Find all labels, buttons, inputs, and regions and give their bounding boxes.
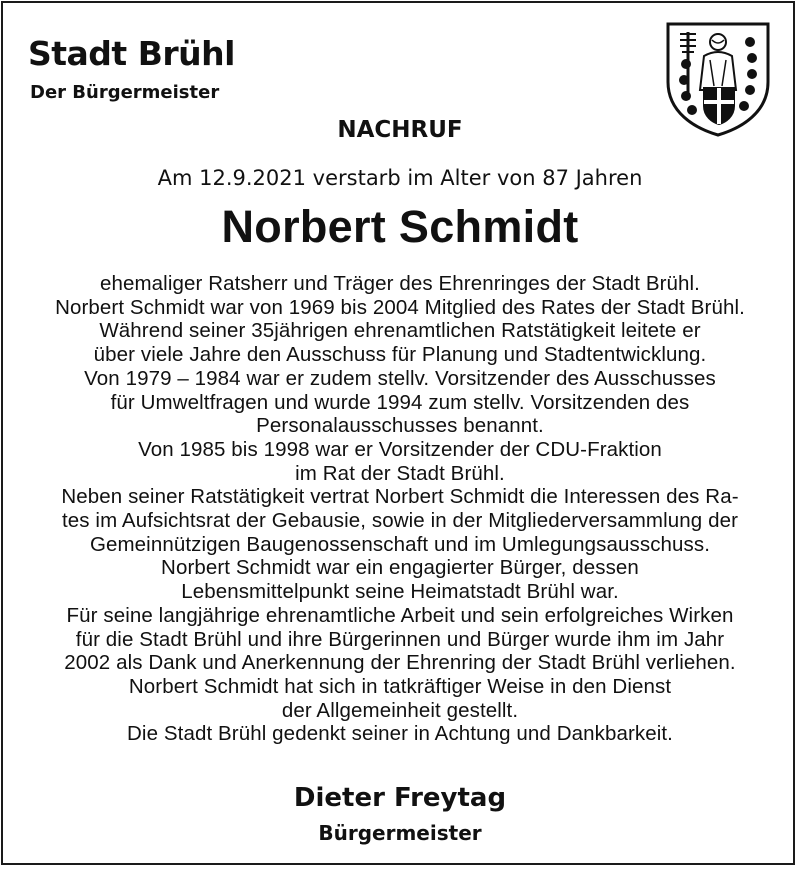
body-line: Personalausschusses benannt. (256, 414, 544, 438)
body-line: 2002 als Dank und Anerkennung der Ehrenring der Stadt Brühl verliehen. (64, 651, 736, 675)
body-line: für die Stadt Brühl und ihre Bürgerinnen und Bürger wurde ihm im Jahr (75, 627, 725, 651)
body-line: Norbert Schmidt war ein engagierter Bürger, dessen (161, 556, 639, 580)
body-line: Für seine langjährige ehrenamtliche Arbeit und sein erfolgreiches Wirken (66, 603, 734, 627)
obituary-body (0, 272, 800, 746)
deceased-name: Norbert Schmidt (221, 201, 579, 252)
body-line: Lebensmittelpunkt seine Heimatstadt Brühl war. (181, 580, 619, 604)
body-line: Die Stadt Brühl gedenkt seiner in Achtung und Dankbarkeit. (127, 722, 673, 746)
signatory-title: Bürgermeister (318, 821, 482, 845)
body-line: im Rat der Stadt Brühl. (295, 461, 505, 485)
city-name: Stadt Brühl (28, 34, 235, 73)
body-line: Von 1979 – 1984 war er zudem stellv. Vorsitzender des Ausschusses (84, 366, 716, 390)
death-announcement: Am 12.9.2021 verstarb im Alter von 87 Jahren (157, 166, 643, 190)
signatory-name: Dieter Freytag (293, 783, 507, 813)
body-line: Norbert Schmidt war von 1969 bis 2004 Mitglied des Rates der Stadt Brühl. (55, 295, 745, 319)
obituary-heading: NACHRUF (337, 117, 463, 143)
body-line: ehemaliger Ratsherr und Träger des Ehrenringes der Stadt Brühl. (100, 272, 700, 295)
body-line: Von 1985 bis 1998 war er Vorsitzender der CDU-Fraktion (138, 437, 662, 461)
body-line: tes im Aufsichtsrat der Gebausie, sowie in der Mitgliederversammlung der (61, 509, 738, 533)
body-line: Während seiner 35jährigen ehrenamtlichen Ratstätigkeit leitete er (99, 319, 701, 343)
body-line: der Allgemeinheit gestellt. (281, 698, 519, 722)
office-title: Der Bürgermeister (30, 82, 220, 103)
body-line: Norbert Schmidt hat sich in tatkräftiger Weise in den Dienst (128, 674, 672, 698)
body-line: Neben seiner Ratstätigkeit vertrat Norbert Schmidt die Interessen des Ra- (61, 485, 739, 509)
body-line: über viele Jahre den Ausschuss für Planung und Stadtentwicklung. (93, 343, 707, 367)
body-line: für Umweltfragen und wurde 1994 zum stellv. Vorsitzenden des (110, 390, 690, 414)
body-line: Gemeinnützigen Baugenossenschaft und im Umlegungsausschuss. (89, 532, 711, 556)
